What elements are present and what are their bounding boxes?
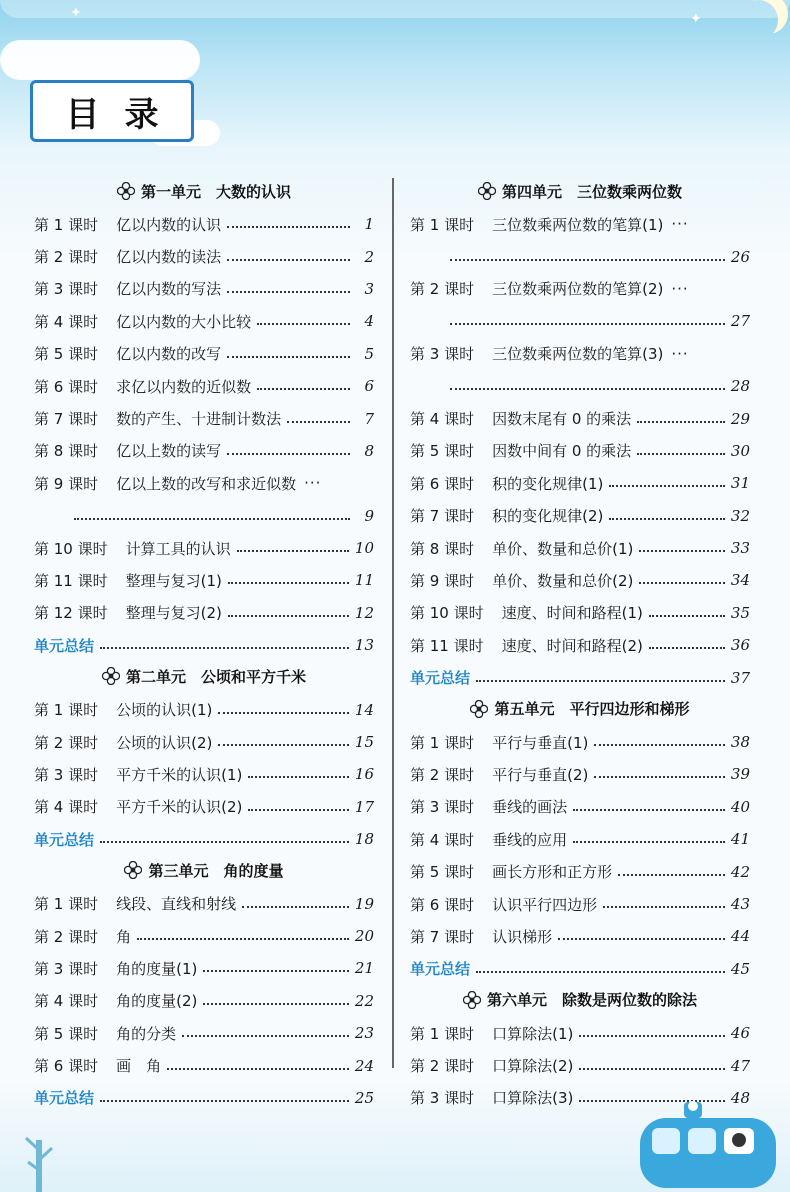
page-number: 36 [730,636,750,655]
lesson-name: 角 [116,927,132,946]
toc-entry[interactable] [34,597,374,629]
lesson-name: 单价、数量和总价(2) [492,571,634,590]
lesson-name: 角的度量(1) [116,959,198,978]
leader-dots [476,971,725,973]
lesson-number: 第 4 课时 [34,992,99,1011]
lesson-name: 角的度量(2) [116,992,198,1011]
lesson-name: 平方千米的认识(1) [116,765,243,784]
leader-dots [594,744,725,746]
toc-column-left [34,176,374,1114]
lesson-number: 第 3 课时 [34,280,99,299]
lesson-name: 线段、直线和射线 [116,895,237,914]
lesson-number: 第 2 课时 [34,927,99,946]
leader-dots [639,582,725,584]
leader-dots [573,841,725,843]
page-number: 45 [730,959,750,978]
toc-entry-line [410,273,750,305]
unit-heading [410,176,750,206]
lesson-name: 垂线的画法 [492,798,568,817]
lesson-number: 第 11 课时 [34,571,108,590]
page-number: 16 [354,765,374,784]
lesson-number: 第 5 课时 [410,442,475,461]
lesson-name: 亿以内数的大小比较 [116,312,252,331]
lesson-number: 第 2 课时 [410,765,475,784]
page-number: 44 [730,927,750,946]
leader-dots [257,323,350,325]
toc-entry[interactable] [410,467,750,499]
toc-entry[interactable] [34,338,374,370]
toc-entry[interactable] [410,435,750,467]
page-number: 37 [730,668,750,687]
lesson-name: 认识梯形 [492,927,553,946]
page-number: 27 [730,312,750,331]
leader-dots [237,550,349,552]
toc-entry[interactable] [410,273,750,338]
leader-dots [579,1068,725,1070]
lesson-name: 整理与复习(1) [125,571,222,590]
unit-heading-text: 第三单元 角的度量 [148,861,284,880]
toc-entry[interactable] [34,952,374,984]
page-number: 47 [730,1056,750,1075]
page-number: 18 [354,830,374,849]
leader-dots [609,485,725,487]
leader-dots [218,712,349,714]
page-number: 7 [364,409,374,428]
page-number: 1 [364,215,374,234]
lesson-number: 第 3 课时 [410,798,475,817]
lesson-name: 数的产生、十进制计数法 [116,410,282,429]
page-number: 21 [354,959,374,978]
toc-entry[interactable] [34,240,374,272]
lesson-number: 第 9 课时 [34,474,99,493]
lesson-name: 认识平行四边形 [492,895,598,914]
lesson-name: 画 角 [116,1057,162,1076]
page-number: 12 [354,603,374,622]
unit-heading-text: 第一单元 大数的认识 [140,182,291,201]
toc-entry[interactable] [34,273,374,305]
leader-dots [609,518,725,520]
leader-dots: ··· [671,344,689,363]
column-divider [392,178,394,1068]
leader-dots [227,259,350,261]
leader-dots [242,906,349,908]
page-number: 17 [354,797,374,816]
unit-summary-entry[interactable] [34,629,374,661]
page-number: 39 [730,765,750,784]
leader-dots [227,226,350,228]
lesson-number: 第 1 课时 [410,215,475,234]
leader-dots: ··· [304,474,322,493]
flower-icon [478,182,496,200]
leader-dots: ··· [671,279,689,298]
toc-entry[interactable] [34,305,374,337]
page-number: 14 [354,700,374,719]
page-number: 30 [730,441,750,460]
lesson-number: 第 6 课时 [34,377,99,396]
lesson-name: 口算除法(1) [492,1024,574,1043]
flower-icon [470,700,488,718]
lesson-name: 亿以上数的读写 [116,442,222,461]
toc-entry[interactable] [410,1017,750,1049]
page-number: 35 [730,603,750,622]
lesson-name: 口算除法(2) [492,1057,574,1076]
leader-dots [573,809,725,811]
lesson-name: 单价、数量和总价(1) [492,539,634,558]
page-number: 6 [364,377,374,396]
toc-entry-line [410,370,750,402]
leader-dots: ··· [671,215,689,234]
tree-illustration [20,1120,60,1192]
lesson-name: 计算工具的认识 [125,539,231,558]
leader-dots [248,809,349,811]
toc-entry[interactable] [410,500,750,532]
cloud-decoration [0,0,790,21]
lesson-number: 第 1 课时 [410,1024,475,1043]
page-number: 8 [364,441,374,460]
toc-entry[interactable] [410,855,750,887]
flower-icon [463,991,481,1009]
unit-summary-label: 单元总结 [34,636,95,655]
page-number: 38 [730,733,750,752]
lesson-name: 亿以上数的改写和求近似数 [116,474,297,493]
lesson-number: 第 1 课时 [410,733,475,752]
page-number: 19 [354,894,374,913]
lesson-name: 平行与垂直(1) [492,733,589,752]
toc-entry[interactable] [34,693,374,725]
lesson-number: 第 10 课时 [34,539,108,558]
toc-entry[interactable] [34,887,374,919]
lesson-number: 第 9 课时 [410,571,475,590]
toc-entry-line [34,467,374,499]
page-number: 48 [730,1088,750,1107]
leader-dots [287,421,350,423]
lesson-number: 第 5 课时 [34,1024,99,1043]
lesson-number: 第 7 课时 [410,507,475,526]
page-number: 43 [730,895,750,913]
unit-summary-entry[interactable] [34,1082,374,1114]
lesson-number: 第 2 课时 [410,1057,475,1076]
toc-title-char: 目 [65,94,100,135]
toc-entry[interactable] [34,1017,374,1049]
leader-dots [579,1035,725,1037]
lesson-name: 三位数乘两位数的笔算(2) [492,280,664,299]
lesson-number: 第 11 课时 [410,636,484,655]
leader-dots [558,938,725,940]
lesson-number: 第 4 课时 [34,312,99,331]
lesson-name: 画长方形和正方形 [492,863,613,882]
unit-heading-text: 第二单元 公顷和平方千米 [125,667,306,686]
unit-summary-entry[interactable] [410,953,750,985]
unit-summary-entry[interactable] [410,661,750,693]
moon-icon [738,0,778,40]
toc-entry[interactable] [34,467,374,532]
toc-entry[interactable] [410,1049,750,1081]
lesson-number: 第 2 课时 [34,733,99,752]
page-number: 15 [354,733,374,752]
toc-entry[interactable] [34,564,374,596]
lesson-name: 速度、时间和路程(1) [501,604,643,623]
leader-dots [227,453,350,455]
page-number: 40 [730,797,750,816]
leader-dots [100,841,349,843]
page-number: 20 [354,927,374,945]
leader-dots [137,938,349,940]
lesson-name: 亿以内数的认识 [116,215,222,234]
lesson-number: 第 4 课时 [34,798,99,817]
leader-dots [167,1068,349,1070]
lesson-name: 口算除法(3) [492,1089,574,1108]
lesson-name: 角的分类 [116,1024,177,1043]
lesson-number: 第 6 课时 [410,895,475,914]
unit-heading-text: 第五单元 平行四边形和梯形 [494,700,690,719]
leader-dots [639,550,725,552]
leader-dots [594,776,725,778]
toc-entry[interactable] [34,726,374,758]
lesson-number: 第 1 课时 [34,215,99,234]
lesson-name: 求亿以内数的近似数 [116,377,252,396]
toc-entry[interactable] [34,435,374,467]
toc-title-char: 录 [124,94,159,135]
page-number: 22 [354,991,374,1010]
leader-dots [450,388,725,390]
toc-entry[interactable] [34,532,374,564]
cloud-decoration [0,40,200,80]
toc-entry[interactable] [34,985,374,1017]
leader-dots [450,323,725,325]
leader-dots [248,776,349,778]
unit-heading [34,661,374,691]
lesson-number: 第 8 课时 [410,539,475,558]
leader-dots [100,647,349,649]
star-icon: ✦ [690,11,702,27]
leader-dots [637,421,725,423]
page-number: 26 [730,247,750,266]
toc-entry[interactable] [410,920,750,952]
toc-entry[interactable] [410,758,750,790]
toc-column-right [410,176,750,1114]
toc-entry[interactable] [34,208,374,240]
toc-title [30,80,194,142]
page-number: 32 [730,506,750,525]
leader-dots [257,388,350,390]
leader-dots [203,970,349,972]
toc-entry[interactable] [410,564,750,596]
page-number: 41 [730,830,750,849]
leader-dots [637,453,725,455]
unit-summary-entry[interactable] [34,823,374,855]
page-number: 31 [730,474,750,493]
toc-entry[interactable] [410,726,750,758]
lesson-number: 第 5 课时 [34,345,99,364]
star-icon: ✦ [70,5,82,21]
leader-dots [228,582,349,584]
lesson-number: 第 12 课时 [34,604,108,623]
unit-heading-text: 第四单元 三位数乘两位数 [501,182,682,201]
leader-dots [603,906,725,908]
leader-dots [227,356,350,358]
lesson-number: 第 1 课时 [34,701,99,720]
toc-entry[interactable] [410,532,750,564]
lesson-number: 第 3 课时 [34,765,99,784]
lesson-number: 第 10 课时 [410,604,484,623]
toc-entry[interactable] [410,888,750,920]
lesson-number: 第 5 课时 [410,863,475,882]
toc-entry-line [410,240,750,272]
flower-icon [102,667,120,685]
leader-dots [203,1003,349,1005]
unit-summary-label: 单元总结 [410,669,471,688]
toc-entry[interactable] [410,791,750,823]
page-number: 46 [730,1024,750,1043]
lesson-number: 第 3 课时 [410,1089,475,1108]
unit-heading [410,985,750,1015]
lesson-number: 第 7 课时 [34,410,99,429]
toc-entry[interactable] [410,208,750,273]
page-number: 3 [364,279,374,298]
leader-dots [450,259,725,261]
lesson-name: 亿以内数的读法 [116,248,222,267]
lesson-name: 垂线的应用 [492,830,568,849]
leader-dots [227,291,350,293]
unit-summary-label: 单元总结 [34,1089,95,1108]
page-number: 34 [730,571,750,590]
unit-heading [34,176,374,206]
toc-entry[interactable] [410,597,750,629]
toc-entry[interactable] [410,629,750,661]
page-number: 42 [730,862,750,881]
lesson-name: 速度、时间和路程(2) [501,636,643,655]
lesson-name: 公顷的认识(1) [116,701,213,720]
page-number: 33 [730,539,750,558]
page-number: 4 [364,312,374,331]
toc-entry[interactable] [410,823,750,855]
lesson-number: 第 2 课时 [410,280,475,299]
leader-dots [649,647,725,649]
lesson-name: 亿以内数的写法 [116,280,222,299]
lesson-name: 平方千米的认识(2) [116,798,243,817]
toc-entry-line [34,500,374,532]
toc-entry[interactable] [34,1049,374,1081]
toc-entry[interactable] [34,920,374,952]
page-number: 23 [354,1024,374,1043]
leader-dots [218,744,349,746]
toc-entry-line [410,208,750,240]
leader-dots [618,874,725,876]
lesson-number: 第 4 课时 [410,410,475,429]
leader-dots [182,1035,349,1037]
lesson-name: 亿以内数的改写 [116,345,222,364]
unit-summary-label: 单元总结 [410,960,471,979]
toc-entry[interactable] [34,402,374,434]
leader-dots [476,680,725,682]
toc-entry-line [410,338,750,370]
leader-dots [100,1100,349,1102]
page-number: 2 [364,247,374,266]
lesson-number: 第 4 课时 [410,830,475,849]
page-number: 9 [364,506,374,525]
page-number: 11 [354,571,374,590]
lesson-number: 第 2 课时 [34,248,99,267]
page-number: 10 [354,539,374,558]
lesson-number: 第 3 课时 [34,959,99,978]
toc-entry-line [410,305,750,337]
lesson-name: 公顷的认识(2) [116,733,213,752]
lesson-number: 第 8 课时 [34,442,99,461]
lesson-number: 第 6 课时 [34,1057,99,1076]
unit-heading [410,694,750,724]
leader-dots [228,615,349,617]
page-number: 25 [354,1088,374,1107]
leader-dots [649,615,725,617]
page-number: 5 [364,344,374,363]
toc-entry[interactable] [34,758,374,790]
bus-illustration [632,1092,782,1192]
lesson-name: 因数末尾有 0 的乘法 [492,410,632,429]
toc-entry[interactable] [34,791,374,823]
lesson-number: 第 7 课时 [410,927,475,946]
lesson-name: 整理与复习(2) [125,604,222,623]
unit-summary-label: 单元总结 [34,830,95,849]
lesson-number: 第 6 课时 [410,474,475,493]
unit-heading-text: 第六单元 除数是两位数的除法 [486,991,697,1010]
lesson-name: 三位数乘两位数的笔算(1) [492,215,664,234]
unit-heading [34,855,374,885]
toc-entry[interactable] [410,402,750,434]
lesson-name: 因数中间有 0 的乘法 [492,442,632,461]
lesson-name: 积的变化规律(2) [492,507,604,526]
lesson-number: 第 1 课时 [34,895,99,914]
page-number: 28 [730,377,750,396]
lesson-name: 三位数乘两位数的笔算(3) [492,345,664,364]
flower-icon [124,861,142,879]
leader-dots [74,518,350,520]
flower-icon [117,182,135,200]
toc-entry[interactable] [410,338,750,403]
page-number: 29 [730,409,750,428]
lesson-number: 第 3 课时 [410,345,475,364]
page-number: 24 [354,1056,374,1075]
page-number: 13 [354,636,374,655]
lesson-name: 平行与垂直(2) [492,765,589,784]
toc-entry[interactable] [34,370,374,402]
lesson-name: 积的变化规律(1) [492,474,604,493]
